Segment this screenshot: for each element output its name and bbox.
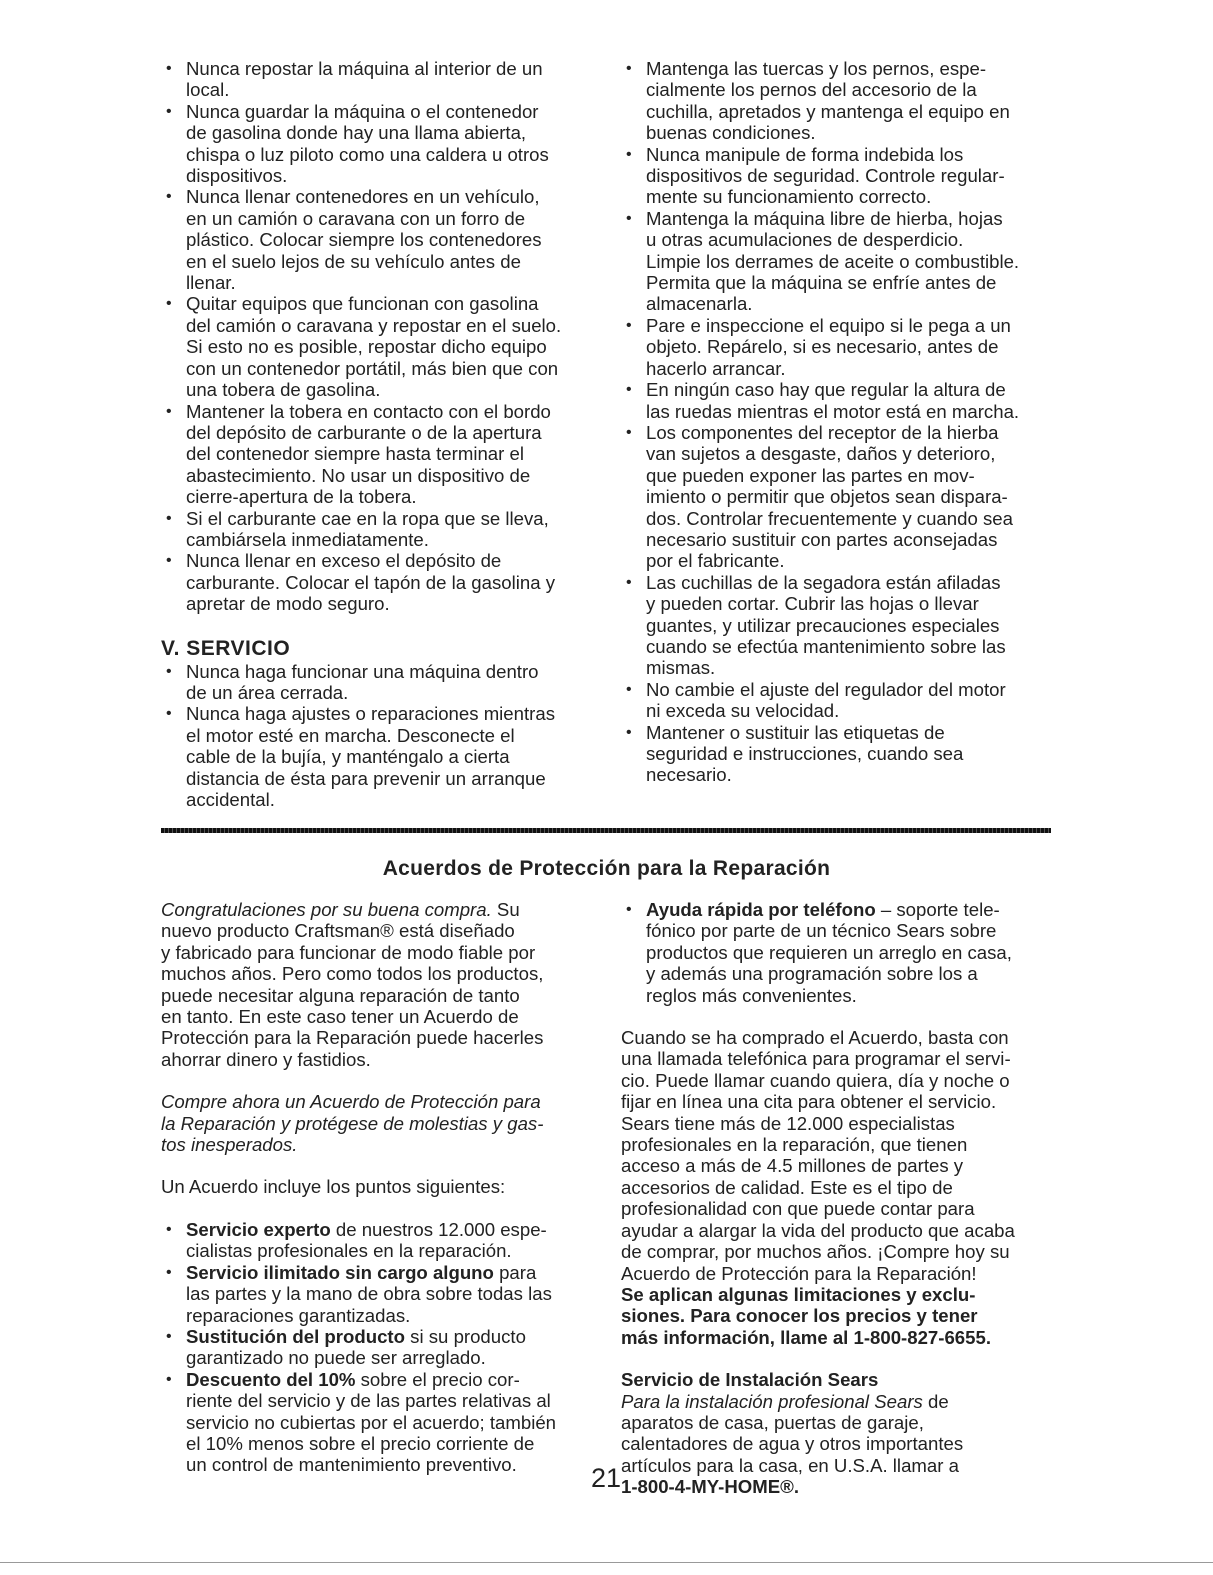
text-line: • En ningún caso hay que regular la altura de (646, 379, 1006, 401)
servicio-bullet-list (161, 661, 601, 811)
text-line: Protección para la Reparación puede hacerles (161, 1027, 544, 1049)
text-line: guantes, y utilizar precauciones especiales (646, 614, 1000, 636)
install-phone: 1-800-4-MY-HOME®. (621, 1476, 799, 1498)
text-line: llenar. (186, 272, 236, 294)
text-line: y pueden cortar. Cubrir las hojas o llevar (646, 593, 979, 615)
text-line: el 10% menos sobre el precio corriente de (186, 1432, 535, 1454)
text-line: el motor esté en marcha. Desconecte el (186, 724, 515, 746)
install-italic: Para la instalación profesional Sears (621, 1390, 923, 1412)
upper-right-column (621, 58, 1061, 786)
text-line: buenas condiciones. (646, 122, 816, 144)
limitations-paragraph (621, 1284, 1061, 1348)
item-first-rest: para (493, 1261, 537, 1283)
list-item (621, 679, 1061, 722)
text-line: profesionalidad con que puede contar para (621, 1198, 975, 1220)
text-line: • Pare e inspeccione el equipo si le pega a un (646, 314, 1011, 336)
text-line: del contenedor siempre hasta terminar el (186, 443, 524, 465)
list-item (621, 144, 1061, 208)
text-line: una tobera de gasolina. (186, 379, 381, 401)
text-line: fónico por parte de un técnico Sears sobre (646, 920, 997, 942)
text-line: por el fabricante. (646, 550, 785, 572)
text-line: chispa o luz piloto como una caldera u otros (186, 143, 549, 165)
text-line: reglos más convenientes. (646, 984, 857, 1006)
text-line: objeto. Repárelo, si es necesario, antes de (646, 336, 999, 358)
list-item (621, 379, 1061, 422)
text-line: abastecimiento. No usar un dispositivo de (186, 464, 531, 486)
text-line: accidental. (186, 789, 275, 810)
text-line (186, 1369, 601, 1390)
text-line: • Nunca manipule de forma indebida los (646, 143, 964, 165)
text-line: necesario sustituir con partes aconsejadas (646, 528, 998, 550)
text-line: nuevo producto Craftsman® está diseñado (161, 920, 515, 942)
text-line (186, 1262, 601, 1283)
list-item (161, 1369, 601, 1476)
text-line: dispositivos de seguridad. Controle regular- (646, 165, 1005, 187)
list-item (621, 208, 1061, 315)
intro-first-rest: Su (491, 899, 520, 920)
text-line: • Mantenga la máquina libre de hierba, hojas (646, 207, 1003, 229)
text-line: • Quitar equipos que funcionan con gasolina (186, 293, 539, 315)
text-line: hacerlo arrancar. (646, 357, 786, 379)
text-line: de gasolina donde hay una llama abierta, (186, 122, 527, 144)
list-item (161, 508, 601, 551)
lower-left-column (161, 899, 601, 1476)
section-divider (161, 828, 1051, 833)
list-item (621, 572, 1061, 679)
text-line: Acuerdo de Protección para la Reparación! (621, 1262, 977, 1284)
text-line: dos. Controlar frecuentemente y cuando sea (646, 507, 1013, 529)
text-line: cuchilla, apretados y mantenga el equipo en (646, 100, 1010, 122)
text-line: mente su funcionamiento correcto. (646, 186, 932, 208)
text-line: • Si el carburante cae en la ropa que se lleva, (186, 507, 549, 529)
text-line (186, 1219, 601, 1240)
text-line (186, 1326, 601, 1347)
list-item (161, 1262, 601, 1326)
text-line: seguridad e instrucciones, cuando sea (646, 743, 964, 764)
install-heading: Servicio de Instalación Sears (621, 1369, 879, 1391)
text-line: • Nunca repostar la máquina al interior de un (186, 58, 543, 79)
text-line: local. (186, 79, 230, 101)
text-line: ni exceda su velocidad. (646, 700, 840, 722)
list-item (161, 293, 601, 400)
list-item (621, 722, 1061, 786)
text-line: riente del servicio y de las partes relativas al (186, 1390, 551, 1412)
text-line: en tanto. En este caso tener un Acuerdo de (161, 1006, 519, 1028)
text-line: • No cambie el ajuste del regulador del motor (646, 678, 1006, 700)
text-line: cuando se efectúa mantenimiento sobre las (646, 635, 1006, 657)
item-bold-label: Servicio ilimitado sin cargo alguno (186, 1261, 494, 1283)
text-line: del camión o caravana y repostar en el suelo. (186, 314, 562, 336)
list-item (621, 899, 1061, 1006)
item-first-rest: si su producto (405, 1325, 526, 1347)
list-item (161, 703, 601, 810)
safety-bullet-list-right (621, 58, 1061, 786)
text-line: • Nunca haga funcionar una máquina dentro (186, 660, 539, 682)
text-line: cialistas profesionales en la reparación. (186, 1240, 512, 1262)
text-line: y fabricado para funcionar de modo fiable por (161, 941, 536, 963)
safety-bullet-list-left (161, 58, 601, 615)
text-line: Se aplican algunas limitaciones y exclu- (621, 1283, 976, 1305)
text-line: • Nunca llenar en exceso el depósito de (186, 550, 502, 572)
text-line: Permita que la máquina se enfríe antes de (646, 272, 997, 294)
text-line: • Nunca haga ajustes o reparaciones mientras (186, 703, 555, 725)
text-line: acceso a más de 4.5 millones de partes y (621, 1155, 964, 1177)
list-item (161, 101, 601, 187)
text-line: calentadores de agua y otros importantes (621, 1433, 964, 1455)
text-line: productos que requieren un arreglo en casa, (646, 941, 1012, 963)
text-line: • Mantener o sustituir las etiquetas de (646, 721, 945, 743)
includes-line: Un Acuerdo incluye los puntos siguientes: (161, 1176, 506, 1198)
agreement-benefit-list (161, 1219, 601, 1476)
text-line: almacenarla. (646, 293, 753, 315)
text-line: garantizado no puede ser arreglado. (186, 1347, 486, 1369)
text-line: dispositivos. (186, 165, 288, 187)
text-line: tos inesperados. (161, 1134, 298, 1156)
text-line: muchos años. Pero como todos los productos, (161, 963, 544, 985)
item-first-rest: – soporte tele- (875, 899, 1000, 920)
text-line: un control de mantenimiento preventivo. (186, 1454, 517, 1476)
list-item (161, 401, 601, 508)
text-line: carburante. Colocar el tapón de la gasolina y (186, 571, 556, 593)
text-line: • Las cuchillas de la segadora están afiladas (646, 571, 1001, 593)
item-bold-label: Sustitución del producto (186, 1325, 405, 1347)
text-line: las partes y la mano de obra sobre todas las (186, 1283, 552, 1305)
item-first-rest: de nuestros 12.000 espe- (330, 1218, 547, 1240)
text-line: Si esto no es posible, repostar dicho equipo (186, 336, 547, 358)
lower-right-column (621, 899, 1061, 1498)
text-line: la Reparación y protégese de molestias y gas- (161, 1112, 544, 1134)
upper-left-column (161, 58, 601, 810)
text-line: más información, llame al 1-800-827-6655. (621, 1326, 991, 1348)
text-line: • Nunca llenar contenedores en un vehículo, (186, 186, 540, 208)
text-line: del depósito de carburante o de la apertura (186, 421, 542, 443)
text-line: cialmente los pernos del accesorio de la (646, 79, 977, 101)
intro-paragraph (161, 899, 601, 1070)
text-line: necesario. (646, 764, 732, 786)
italic-paragraph (161, 1091, 601, 1155)
list-item (621, 315, 1061, 379)
text-line: cambiársela inmediatamente. (186, 528, 429, 550)
install-first-rest: de (922, 1390, 949, 1412)
text-line: accesorios de calidad. Este es el tipo de (621, 1176, 953, 1198)
text-line: una llamada telefónica para programar el servi- (621, 1048, 1011, 1070)
text-line: profesionales en la reparación, que tienen (621, 1134, 968, 1156)
text-line: • Mantenga las tuercas y los pernos, espe- (646, 58, 987, 79)
text-line: en el suelo lejos de su vehículo antes de (186, 250, 521, 272)
list-item (161, 1219, 601, 1262)
servicio-heading: V. SERVICIO (161, 636, 291, 660)
list-item (161, 58, 601, 101)
install-paragraph (621, 1391, 1061, 1498)
text-line: fijar en línea una cita para obtener el servicio. (621, 1091, 997, 1113)
text-line: servicio no cubiertas por el acuerdo; también (186, 1411, 557, 1433)
text-line: Sears tiene más de 12.000 especialistas (621, 1112, 955, 1134)
text-line: • Los componentes del receptor de la hierba (646, 421, 999, 443)
text-line: cierre-apertura de la tobera. (186, 486, 417, 508)
text-line: las ruedas mientras el motor está en marcha. (646, 400, 1020, 422)
item-bold-label: Descuento del 10% (186, 1368, 356, 1390)
text-line: con un contenedor portátil, más bien que con (186, 357, 559, 379)
item-bold-label: Servicio experto (186, 1218, 331, 1240)
item-first-rest: sobre el precio cor- (355, 1368, 520, 1390)
text-line: imiento o permitir que objetos sean dispara- (646, 486, 1008, 508)
section-title: Acuerdos de Protección para la Reparación (382, 857, 831, 880)
list-item (161, 661, 601, 704)
list-item (621, 58, 1061, 144)
list-item (621, 422, 1061, 572)
text-line: apretar de modo seguro. (186, 593, 390, 615)
text-line: puede necesitar alguna reparación de tanto (161, 984, 520, 1006)
text-line: • Mantener la tobera en contacto con el bordo (186, 400, 551, 422)
text-line: que pueden exponer las partes en mov- (646, 464, 975, 486)
text-line: Cuando se ha comprado el Acuerdo, basta con (621, 1027, 1009, 1049)
phone-help-list (621, 899, 1061, 1006)
text-line: • Nunca guardar la máquina o el contenedor (186, 100, 539, 122)
item-bold-label: Ayuda rápida por teléfono (646, 899, 876, 920)
text-line: en un camión o caravana con un forro de (186, 207, 526, 229)
list-item (161, 550, 601, 614)
text-line: distancia de ésta para prevenir un arranque (186, 767, 546, 789)
text-line: aparatos de casa, puertas de garaje, (621, 1411, 924, 1433)
text-line: cable de la bujía, y manténgalo a cierta (186, 746, 510, 768)
text-line: mismas. (646, 657, 716, 679)
text-line: y además una programación sobre los a (646, 963, 978, 985)
text-line: van sujetos a desgaste, daños y deterioro, (646, 443, 996, 465)
text-line: de comprar, por muchos años. ¡Compre hoy su (621, 1241, 1010, 1263)
text-line: siones. Para conocer los precios y tener (621, 1305, 978, 1327)
intro-italic: Congratulaciones por su buena compra. (161, 899, 492, 920)
text-line: Limpie los derrames de aceite o combustible. (646, 250, 1020, 272)
text-line: ayudar a alargar la vida del producto que acaba (621, 1219, 1015, 1241)
list-item (161, 1326, 601, 1369)
agreement-paragraph (621, 1027, 1061, 1284)
text-line: de un área cerrada. (186, 681, 349, 703)
text-line: Compre ahora un Acuerdo de Protección para (161, 1091, 541, 1113)
text-line: ahorrar dinero y fastidios. (161, 1048, 371, 1070)
text-line: cio. Puede llamar cuando quiera, día y noche o (621, 1069, 1010, 1091)
page-number: 21 (591, 1463, 622, 1493)
list-item (161, 186, 601, 293)
text-line: u otras acumulaciones de desperdicio. (646, 229, 964, 251)
text-line (646, 899, 1061, 920)
text-line: plástico. Colocar siempre los contenedores (186, 229, 542, 251)
bottom-rule (0, 1562, 1213, 1563)
text-line: artículos para la casa, en U.S.A. llamar a (621, 1454, 959, 1476)
text-line: reparaciones garantizadas. (186, 1304, 411, 1326)
